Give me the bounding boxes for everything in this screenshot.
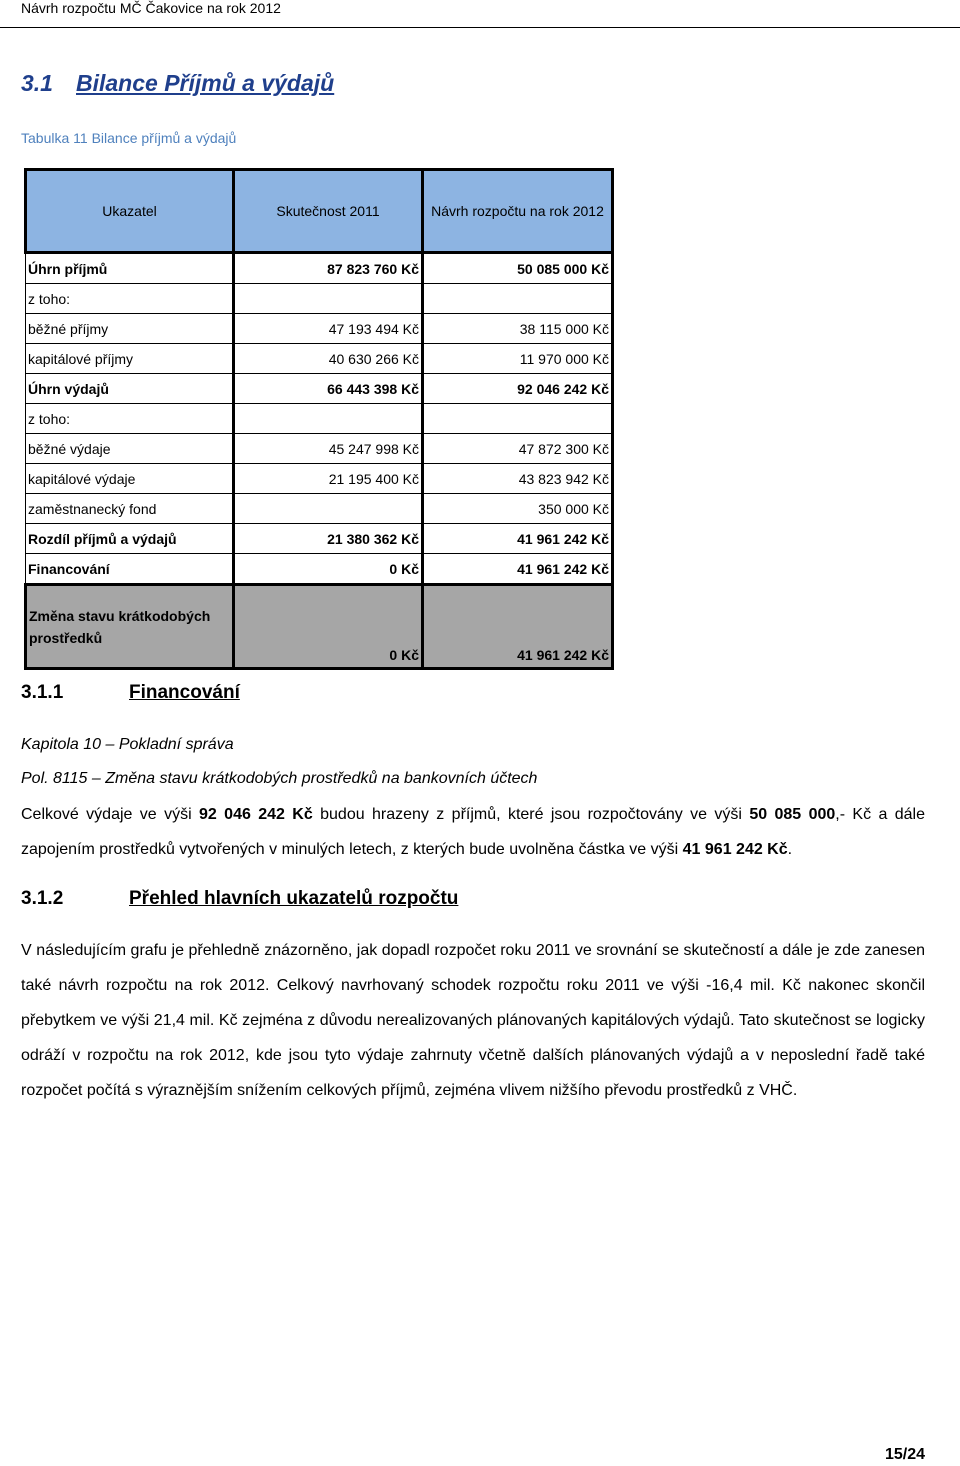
final-row-actual-2011: 0 Kč bbox=[234, 585, 423, 669]
table-row bbox=[26, 434, 613, 464]
row-proposal-2012: 38 115 000 Kč bbox=[423, 314, 613, 344]
header-rule bbox=[0, 27, 960, 28]
para1-text-4: . bbox=[787, 841, 793, 858]
overview-paragraph: V následujícím grafu je přehledně znázorněno, jak dopadl rozpočet roku 2011 ve srovnání se skutečností a dále je zde zanesen také návrh rozpočtu na rok 2012. Celkový navrhovaný schodek rozpočtu roku 2011 ve výši -16,4 mil. Kč nakonec skončil přebytkem ve výši 21,4 mil. Kč zejména z důvodu nerealizovaných plánovaných kapitálových výdajů. Tato skutečnost se logicky odráží v rozpočtu na rok 2012, kde jsou tyto výdaje zahrnuty včetně dalších plánovaných výdajů a v neposlední řadě také rozpočet počítá s výraznějším snížením celkových příjmů, zejména vlivem nižšího převodu prostředků z VHČ. bbox=[21, 942, 925, 1099]
para1-text-2: budou hrazeny z příjmů, které jsou rozpočtovány ve výši bbox=[312, 806, 750, 823]
row-label: kapitálové příjmy bbox=[26, 344, 234, 374]
row-label: běžné výdaje bbox=[26, 434, 234, 464]
row-actual-2011: 21 380 362 Kč bbox=[234, 524, 423, 554]
final-row-proposal-2012: 41 961 242 Kč bbox=[423, 585, 613, 669]
subsection-number: 3.1.1 bbox=[21, 682, 64, 703]
table-row bbox=[26, 554, 613, 585]
para1-amount-released: 41 961 242 Kč bbox=[682, 841, 788, 858]
running-header: Návrh rozpočtu MČ Čakovice na rok 2012 bbox=[21, 0, 281, 16]
row-label: Úhrn výdajů bbox=[26, 374, 234, 404]
row-proposal-2012 bbox=[423, 404, 613, 434]
para1-text-3: ,- Kč a dále zapojením prostředků vytvořených v minulých letech, z kterých bude uvolněna částka ve výši bbox=[21, 806, 925, 858]
financing-paragraph bbox=[21, 797, 925, 867]
header-actual-2011: Skutečnost 2011 bbox=[234, 170, 423, 253]
row-proposal-2012: 41 961 242 Kč bbox=[423, 554, 613, 585]
table-row bbox=[26, 524, 613, 554]
row-actual-2011: 40 630 266 Kč bbox=[234, 344, 423, 374]
row-proposal-2012: 47 872 300 Kč bbox=[423, 434, 613, 464]
header-proposal-2012: Návrh rozpočtu na rok 2012 bbox=[423, 170, 613, 253]
row-actual-2011: 45 247 998 Kč bbox=[234, 434, 423, 464]
table-row bbox=[26, 404, 613, 434]
table-row bbox=[26, 344, 613, 374]
row-actual-2011: 66 443 398 Kč bbox=[234, 374, 423, 404]
row-proposal-2012: 11 970 000 Kč bbox=[423, 344, 613, 374]
row-proposal-2012: 92 046 242 Kč bbox=[423, 374, 613, 404]
row-proposal-2012: 43 823 942 Kč bbox=[423, 464, 613, 494]
row-label: Rozdíl příjmů a výdajů bbox=[26, 524, 234, 554]
row-actual-2011 bbox=[234, 284, 423, 314]
table-row bbox=[26, 494, 613, 524]
table-row bbox=[26, 284, 613, 314]
subsection-title: Financování bbox=[129, 682, 240, 703]
row-label: běžné příjmy bbox=[26, 314, 234, 344]
row-label: Úhrn příjmů bbox=[26, 253, 234, 284]
chapter-line: Kapitola 10 – Pokladní správa bbox=[21, 736, 234, 753]
table-header-row bbox=[26, 170, 613, 253]
row-proposal-2012: 350 000 Kč bbox=[423, 494, 613, 524]
table-row bbox=[26, 374, 613, 404]
para1-text-1: Celkové výdaje ve výši bbox=[21, 806, 199, 823]
row-proposal-2012 bbox=[423, 284, 613, 314]
subsection-heading-overview bbox=[21, 888, 458, 910]
row-actual-2011: 47 193 494 Kč bbox=[234, 314, 423, 344]
row-actual-2011 bbox=[234, 494, 423, 524]
section-title: Bilance Příjmů a výdajů bbox=[76, 70, 335, 96]
table-caption: Tabulka 11 Bilance příjmů a výdajů bbox=[21, 130, 237, 146]
section-heading bbox=[21, 70, 334, 97]
row-label: Financování bbox=[26, 554, 234, 585]
row-label: kapitálové výdaje bbox=[26, 464, 234, 494]
row-label: z toho: bbox=[26, 284, 234, 314]
table-row bbox=[26, 464, 613, 494]
row-proposal-2012: 50 085 000 Kč bbox=[423, 253, 613, 284]
subsection-number: 3.1.2 bbox=[21, 888, 64, 909]
row-label: z toho: bbox=[26, 404, 234, 434]
page-number: 15/24 bbox=[884, 1446, 925, 1463]
row-label: zaměstnanecký fond bbox=[26, 494, 234, 524]
header-indicator: Ukazatel bbox=[26, 170, 234, 253]
section-number: 3.1 bbox=[21, 70, 53, 96]
subsection-heading-financing bbox=[21, 682, 240, 704]
final-row-label: Změna stavu krátkodobých prostředků bbox=[26, 585, 234, 669]
balance-table bbox=[24, 168, 614, 670]
table-row bbox=[26, 253, 613, 284]
para1-amount-expenses: 92 046 242 Kč bbox=[199, 806, 313, 823]
item-line: Pol. 8115 – Změna stavu krátkodobých prostředků na bankovních účtech bbox=[21, 770, 538, 787]
row-actual-2011: 87 823 760 Kč bbox=[234, 253, 423, 284]
table-row bbox=[26, 314, 613, 344]
row-actual-2011: 21 195 400 Kč bbox=[234, 464, 423, 494]
para1-amount-income: 50 085 000 bbox=[749, 806, 836, 823]
row-actual-2011: 0 Kč bbox=[234, 554, 423, 585]
row-proposal-2012: 41 961 242 Kč bbox=[423, 524, 613, 554]
row-actual-2011 bbox=[234, 404, 423, 434]
subsection-title: Přehled hlavních ukazatelů rozpočtu bbox=[129, 888, 459, 909]
table-row-final bbox=[26, 585, 613, 669]
